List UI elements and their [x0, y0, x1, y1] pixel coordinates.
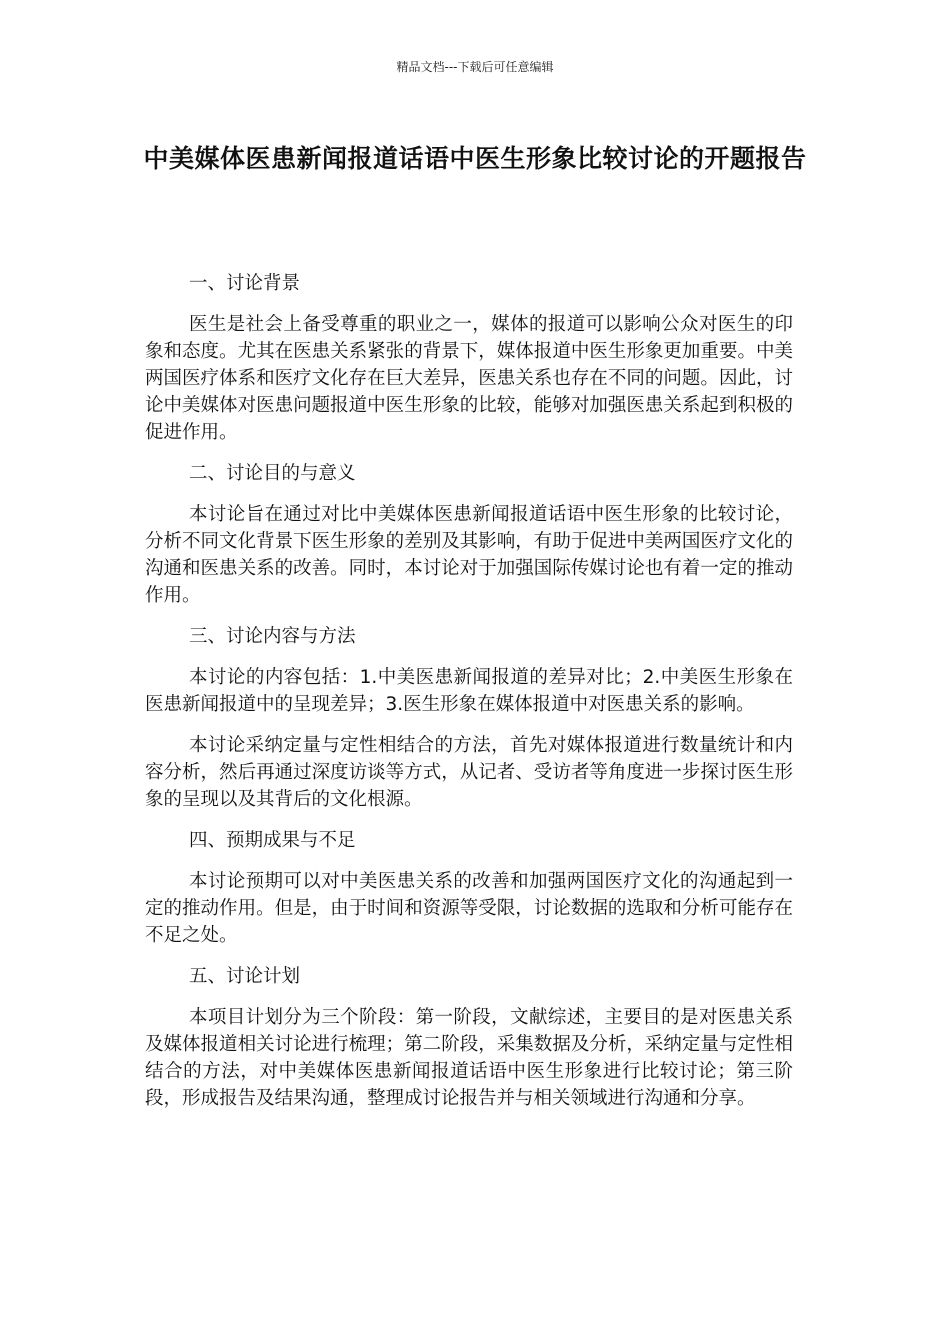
- section-heading-background: 一、讨论背景: [189, 273, 301, 294]
- section-heading-plan: 五、讨论计划: [189, 966, 301, 987]
- document-title: 中美媒体医患新闻报道话语中医生形象比较讨论的开题报告: [143, 144, 807, 173]
- paragraph-purpose: 本讨论旨在通过对比中美媒体医患新闻报道话语中医生形象的比较讨论，分析不同文化背景下医生形象的差别及其影响，有助于促进中美两国医疗文化的沟通和医患关系的改善。同时，本讨论对于加强国际传媒讨论也有着一定的推动作用。: [145, 504, 793, 606]
- paragraph-background: 医生是社会上备受尊重的职业之一，媒体的报道可以影响公众对医生的印象和态度。尤其在医患关系紧张的背景下，媒体报道中医生形象更加重要。中美两国医疗体系和医疗文化存在巨大差异，医患关系也存在不同的问题。因此，讨论中美媒体对医患问题报道中医生形象的比较，能够对加强医患关系起到积极的促进作用。: [145, 314, 793, 443]
- page-header: 精品文档---下载后可任意编辑: [396, 60, 554, 74]
- paragraph-plan: 本项目计划分为三个阶段：第一阶段，文献综述，主要目的是对医患关系及媒体报道相关讨论进行梳理；第二阶段，采集数据及分析，采纳定量与定性相结合的方法，对中美媒体医患新闻报道话语中医生形象进行比较讨论；第三阶段，形成报告及结果沟通，整理成讨论报告并与相关领域进行沟通和分享。: [145, 1007, 793, 1109]
- paragraph-content: 本讨论的内容包括：1.中美医患新闻报道的差异对比；2.中美医生形象在医患新闻报道中的呈现差异；3.医生形象在媒体报道中对医患关系的影响。: [145, 667, 793, 715]
- paragraph-outcomes: 本讨论预期可以对中美医患关系的改善和加强两国医疗文化的沟通起到一定的推动作用。但是，由于时间和资源等受限，讨论数据的选取和分析可能存在不足之处。: [145, 871, 793, 946]
- section-heading-outcomes: 四、预期成果与不足: [189, 830, 356, 851]
- section-heading-content-method: 三、讨论内容与方法: [189, 626, 356, 647]
- paragraph-method: 本讨论采纳定量与定性相结合的方法，首先对媒体报道进行数量统计和内容分析，然后再通过深度访谈等方式，从记者、受访者等角度进一步探讨医生形象的呈现以及其背后的文化根源。: [145, 735, 793, 810]
- document-body: [145, 270, 793, 1126]
- section-heading-purpose: 二、讨论目的与意义: [189, 463, 356, 484]
